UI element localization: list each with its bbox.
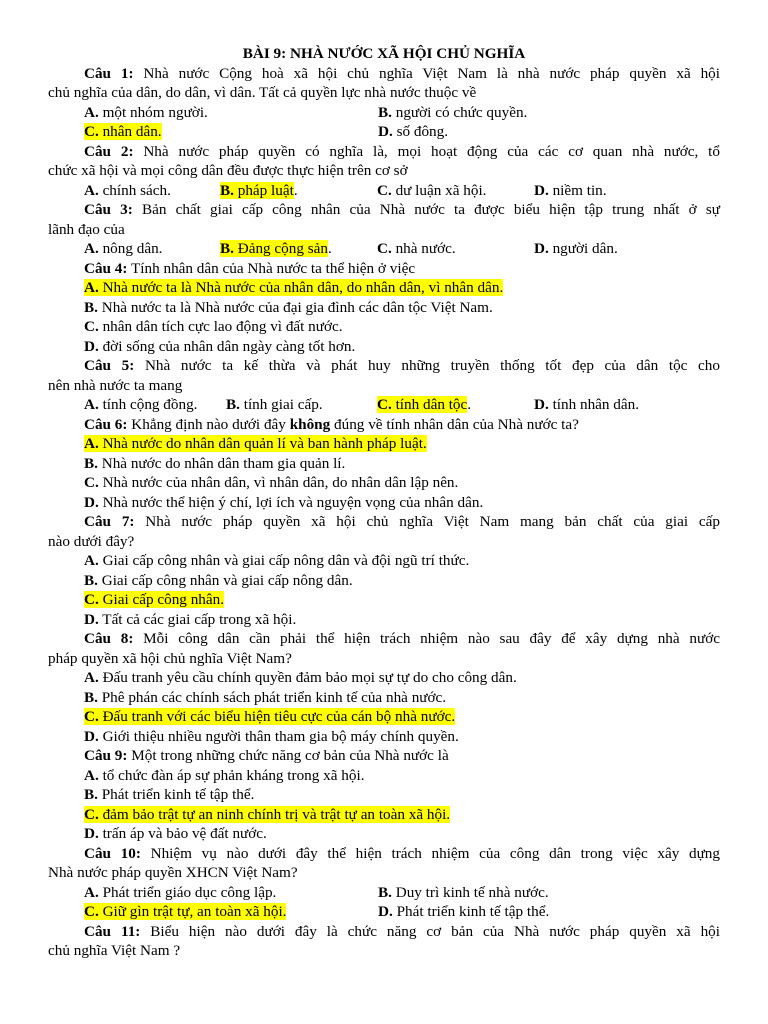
option-1a[interactable]: A. một nhóm người. [84,103,208,121]
correct-answer-highlight: C. nhân dân. [84,123,162,140]
option-8c[interactable] [48,707,720,727]
option-7d[interactable]: D. Tất cả các giai cấp trong xã hội. [84,610,297,628]
question-2-stem: Câu 2: Nhà nước pháp quyền có nghĩa là, mọi hoạt động của các cơ quan nhà nước, tổ [84,142,720,160]
question-1-options-row-1 [48,103,720,123]
question-3-stem: Câu 3: Bản chất giai cấp công nhân của Nhà nước ta được biểu hiện tập trung nhất ở sự [84,201,720,218]
option-9d[interactable]: D. trấn áp và bảo vệ đất nước. [84,825,267,842]
option-5a[interactable]: A. tính cộng đồng. [84,396,198,413]
option-4b[interactable]: B. Nhà nước ta là Nhà nước của đại gia đình các dân tộc Việt Nam. [84,298,493,316]
question-10-number: Câu 10: [84,844,141,862]
question-3-number: Câu 3: [84,201,133,218]
question-5-stem: Câu 5: Nhà nước ta kế thừa và phát huy những truyền thống tốt đẹp của dân tộc cho [84,357,720,374]
question-2-options-row [48,181,720,201]
question-6-number: Câu 6: [84,415,128,433]
option-8d[interactable]: D. Giới thiệu nhiều người thân tham gia bộ máy chính quyền. [84,727,459,745]
option-7c[interactable] [48,590,720,610]
question-1-stem: Câu 1: Nhà nước Cộng hoà xã hội chủ nghĩa Việt Nam là nhà nước pháp quyền xã hội [84,64,720,82]
option-3d[interactable]: D. người dân. [534,240,618,257]
document-title: BÀI 9: NHÀ NƯỚC XÃ HỘI CHỦ NGHĨA [242,45,526,62]
option-10d[interactable]: D. Phát triển kinh tế tập thể. [378,903,550,920]
option-2d[interactable]: D. niềm tin. [534,181,607,199]
correct-answer-highlight: B. pháp luật [220,181,294,199]
option-6a[interactable] [48,434,720,454]
question-9-number: Câu 9: [84,747,128,764]
option-5b[interactable]: B. tính giai cấp. [226,396,323,413]
question-10-stem: Câu 10: Nhiệm vụ nào dưới đây thể hiện trách nhiệm của công dân trong việc xây dựng [84,844,720,862]
option-4d[interactable]: D. đời sống của nhân dân ngày càng tốt hơn. [84,337,356,355]
option-2c[interactable]: C. dư luận xã hội. [377,181,487,199]
option-5d[interactable]: D. tính nhân dân. [534,396,640,413]
question-4-number: Câu 4: [84,259,128,277]
question-8-stem: Câu 8: Mỗi công dân cần phải thể hiện trách nhiệm nào sau đây để xây dựng nhà nước [84,630,720,647]
option-10b[interactable]: B. Duy trì kinh tế nhà nước. [378,883,549,901]
question-9-stem: Câu 9: Một trong những chức năng cơ bản của Nhà nước là [84,747,449,764]
option-6c[interactable]: C. Nhà nước của nhân dân, vì nhân dân, do nhân dân lập nên. [84,474,459,491]
option-1c[interactable] [84,122,378,142]
question-2-stem-cont: chức xã hội và mọi công dân đều được thực hiện trên cơ sở [48,162,408,179]
option-2a[interactable]: A. chính sách. [84,181,171,199]
question-11-number: Câu 11: [84,922,141,940]
correct-answer-highlight: A. Nhà nước do nhân dân quản lí và ban hành pháp luật. [84,435,427,452]
question-11-stem-cont: chủ nghĩa Việt Nam ? [48,942,181,959]
option-8a[interactable]: A. Đấu tranh yêu cầu chính quyền đảm bảo mọi sự tự do cho công dân. [84,669,517,686]
option-9c[interactable] [48,805,720,825]
question-1-number: Câu 1: [84,64,134,82]
question-11-stem: Câu 11: Biểu hiện nào dưới đây là chức năng cơ bản của Nhà nước pháp quyền xã hội [84,922,720,940]
question-8-stem-cont: pháp quyền xã hội chủ nghĩa Việt Nam? [48,649,292,667]
option-2b[interactable]: B. pháp luật. [220,181,298,199]
correct-answer-highlight: C. đảm bảo trật tự an ninh chính trị và trật tự an toàn xã hội. [84,805,451,823]
question-7-number: Câu 7: [84,513,135,530]
option-10c[interactable] [84,902,378,922]
question-2-number: Câu 2: [84,142,134,160]
question-1-stem-cont: chủ nghĩa của dân, do dân, vì dân. Tất cả quyền lực nhà nước thuộc về [48,84,477,101]
question-3-options-row [48,239,720,259]
correct-answer-highlight: A. Nhà nước ta là Nhà nước của nhân dân, do nhân dân, vì nhân dân. [84,279,504,296]
correct-answer-highlight: C. Giữ gìn trật tự, an toàn xã hội. [84,903,287,920]
option-5c[interactable]: C. tính dân tộc. [377,396,472,413]
option-9b[interactable]: B. Phát triển kinh tế tập thể. [84,786,255,803]
question-6-stem: Câu 6: Khẳng định nào dưới đây không đúng về tính nhân dân của Nhà nước ta? [84,415,579,433]
question-7-stem: Câu 7: Nhà nước pháp quyền xã hội chủ nghĩa Việt Nam mang bản chất của giai cấp [84,513,720,530]
question-3-stem-cont: lãnh đạo của [48,220,125,238]
option-9a[interactable]: A. tổ chức đàn áp sự phản kháng trong xã hội. [84,766,365,784]
question-5-number: Câu 5: [84,357,135,374]
option-1b[interactable]: B. người có chức quyền. [378,103,528,121]
correct-answer-highlight: B. Đảng cộng sản [220,240,328,257]
emphasis-not: không [289,415,331,433]
question-5-stem-cont: nên nhà nước ta mang [48,376,183,394]
correct-answer-highlight: C. Đấu tranh với các biểu hiện tiêu cực của cán bộ nhà nước. [84,708,456,725]
option-10a[interactable]: A. Phát triển giáo dục công lập. [84,883,277,901]
option-8b[interactable]: B. Phê phán các chính sách phát triển kinh tế của nhà nước. [84,688,447,706]
option-4a[interactable] [48,278,720,298]
option-7b[interactable]: B. Giai cấp công nhân và giai cấp nông dân. [84,571,353,589]
option-4c[interactable]: C. nhân dân tích cực lao động vì đất nước. [84,318,343,335]
option-7a[interactable]: A. Giai cấp công nhân và giai cấp nông dân và đội ngũ trí thức. [84,552,470,569]
option-3a[interactable]: A. nông dân. [84,240,163,257]
correct-answer-highlight: C. Giai cấp công nhân. [84,591,225,608]
option-3b[interactable]: B. Đảng cộng sản. [220,240,332,257]
question-10-options-row-2 [48,902,720,922]
question-1-options-row-2 [48,122,720,142]
question-5-options-row [48,395,720,415]
option-6d[interactable]: D. Nhà nước thể hiện ý chí, lợi ích và nguyện vọng của nhân dân. [84,493,484,511]
question-7-stem-cont: nào dưới đây? [48,532,135,550]
correct-answer-highlight: C. tính dân tộc [377,396,468,413]
option-1d[interactable]: D. số đông. [378,123,449,140]
option-6b[interactable]: B. Nhà nước do nhân dân tham gia quản lí. [84,454,346,472]
question-4-stem: Câu 4: Tính nhân dân của Nhà nước ta thể hiện ở việc [84,259,416,277]
question-8-number: Câu 8: [84,630,134,647]
question-10-options-row-1 [48,883,720,903]
question-10-stem-cont: Nhà nước pháp quyền XHCN Việt Nam? [48,864,298,881]
option-3c[interactable]: C. nhà nước. [377,240,456,257]
